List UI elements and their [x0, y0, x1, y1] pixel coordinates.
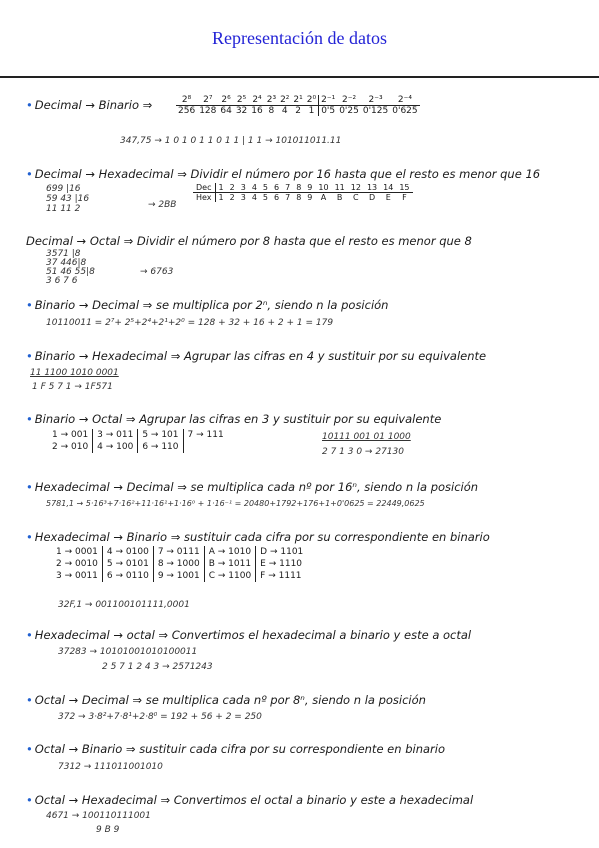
section-heading: Hexadecimal → octal ⇒ Convertimos el hexadecimal a binario y este a octal — [34, 628, 472, 642]
map-cell: 9 → 1001 — [153, 570, 204, 582]
power-cell: 2⁻¹ — [319, 95, 338, 106]
map-cell: 8 → 1000 — [153, 558, 204, 570]
map-cell: 2 → 0010 — [56, 559, 98, 569]
dec-cell: 2 — [229, 183, 235, 192]
bullet-icon: • — [26, 298, 33, 312]
grouped-bits: 4671 → 100110111001 — [46, 811, 151, 821]
weight-cell: 0'625 — [392, 106, 418, 116]
map-cell — [183, 441, 228, 453]
example-line: 32F,1 → 001100101111,0001 — [58, 600, 190, 610]
hex-cell: 4 — [251, 193, 257, 202]
division-work — [46, 184, 89, 214]
weight-cell: 64 — [220, 106, 232, 116]
bullet-icon: • — [26, 693, 33, 707]
division-line: 51 46 55|8 — [46, 267, 95, 277]
dec-cell: 12 — [350, 183, 361, 192]
section-heading: Decimal → Octal ⇒ Dividir el número por 8 hasta que el resto es menor que 8 — [26, 234, 472, 248]
division-result: → 2BB — [148, 200, 177, 210]
converted-digits: 2 7 1 3 0 → 27130 — [322, 447, 404, 457]
section-decimal-hexadecimal — [26, 167, 540, 181]
example-line: 5781,1 → 5·16³+7·16²+11·16¹+1·16⁰ + 1·16⁻¹ = 20480+1792+176+1+0'0625 = 22449,0625 — [46, 499, 425, 508]
weight-cell: 8 — [265, 106, 278, 117]
hex-label: Hex — [196, 193, 212, 202]
map-cell: 7 → 0111 — [153, 546, 204, 558]
section-heading: Binario → Hexadecimal ⇒ Agrupar las cifras en 4 y sustituir por su equivalente — [34, 349, 487, 363]
weight-cell: 32 — [235, 106, 248, 116]
map-cell: E → 1110 — [256, 558, 308, 570]
division-line: 3 6 7 6 — [46, 276, 78, 286]
section-heading: Binario → Decimal ⇒ se multiplica por 2ⁿ, siendo n la posición — [34, 298, 389, 312]
section-heading: Hexadecimal → Decimal ⇒ se multiplica cada nº por 16ⁿ, siendo n la posición — [34, 480, 479, 494]
bullet-icon: • — [26, 628, 33, 642]
power-cell: 2⁸ — [181, 95, 192, 105]
octal-map-table — [48, 429, 228, 453]
weight-cell: 2 — [291, 106, 304, 117]
dec-cell: 7 — [285, 183, 291, 192]
map-cell: 1 → 0001 — [56, 547, 98, 557]
map-cell: 2 → 010 — [52, 442, 89, 452]
map-row — [52, 546, 307, 558]
grouped-bits: 37283 → 10101001010100011 — [58, 647, 198, 657]
dec-row — [193, 183, 413, 193]
bullet-icon: • — [26, 167, 33, 181]
section-binario-decimal — [26, 298, 388, 312]
bullet-icon: • — [26, 349, 33, 363]
hex-cell: A — [320, 193, 327, 202]
section-heading: Octal → Hexadecimal ⇒ Convertimos el octal a binario y este a hexadecimal — [34, 793, 474, 807]
title-divider — [0, 76, 599, 78]
hex-cell: 1 — [215, 193, 227, 203]
hex-cell: 2 — [229, 193, 235, 202]
map-cell: 1 → 001 — [52, 430, 89, 440]
section-binario-hexadecimal — [26, 349, 486, 363]
power-cell: 2⁰ — [306, 95, 317, 105]
map-cell: 3 → 0011 — [56, 571, 98, 581]
division-line: 37 446|8 — [46, 258, 87, 268]
dec-cell: 3 — [240, 183, 246, 192]
bullet-icon: • — [26, 530, 33, 544]
hex-cell: 3 — [240, 193, 246, 202]
hex-cell: F — [402, 193, 407, 202]
division-work — [46, 250, 95, 286]
example-line: 372 → 3·8²+7·8¹+2·8⁰ = 192 + 56 + 2 = 250 — [58, 712, 262, 722]
hex-cell: 7 — [285, 193, 291, 202]
section-heading: Binario → Octal ⇒ Agrupar las cifras en 3 y sustituir por su equivalente — [34, 412, 442, 426]
section-octal-decimal — [26, 693, 426, 707]
dec-cell: 10 — [318, 183, 329, 192]
map-cell: A → 1010 — [204, 546, 255, 558]
division-line: 699 |16 — [46, 184, 81, 194]
converted-digits: 9 B 9 — [96, 825, 120, 835]
power-cell: 2⁻³ — [368, 95, 383, 105]
map-cell: 5 → 0101 — [102, 558, 153, 570]
bullet-icon: • — [26, 98, 33, 112]
dec-cell: 8 — [296, 183, 302, 192]
hex-cell: B — [336, 193, 343, 202]
hex-cell: D — [368, 193, 376, 202]
power-cell: 2⁻² — [341, 95, 357, 105]
example-line: 347,75 → 1 0 1 0 1 1 0 1 1 | 1 1 → 101011011.11 — [120, 136, 342, 146]
map-cell: 7 → 111 — [183, 429, 228, 441]
weight-cell: 1 — [305, 106, 319, 117]
section-octal-hexadecimal — [26, 793, 473, 807]
hex-cell: C — [353, 193, 359, 202]
example-line: 7312 → 111011001010 — [58, 762, 163, 772]
grouped-bits: 11 1100 1010 0001 — [30, 368, 119, 378]
power-cell: 2⁻⁴ — [397, 95, 412, 105]
power-cell: 2³ — [266, 95, 277, 105]
hex-cell: 9 — [307, 193, 313, 202]
section-heading: Octal → Decimal ⇒ se multiplica cada nº por 8ⁿ, siendo n la posición — [34, 693, 426, 707]
map-cell: D → 1101 — [256, 546, 308, 558]
weight-cell: 0'125 — [362, 106, 389, 116]
dec-cell: 5 — [262, 183, 268, 192]
map-cell: 3 → 011 — [93, 429, 138, 441]
weight-cell: 256 — [178, 106, 196, 116]
section-heading: Octal → Binario ⇒ sustituir cada cifra por su correspondiente en binario — [34, 742, 445, 756]
dec-cell: 15 — [399, 183, 410, 192]
map-cell: C → 1100 — [204, 570, 255, 582]
division-line: 11 11 2 — [46, 204, 81, 214]
hex-cell: 8 — [296, 193, 302, 202]
hex-binary-table — [52, 546, 307, 582]
section-decimal-binario — [26, 98, 152, 112]
map-cell: B → 1011 — [204, 558, 255, 570]
hex-cell: E — [385, 193, 391, 202]
dec-label: Dec — [196, 183, 212, 192]
power-cell: 2⁶ — [221, 95, 231, 105]
dec-hex-table — [193, 183, 413, 202]
division-line: 3571 |8 — [46, 249, 81, 259]
dec-cell: 14 — [383, 183, 394, 192]
dec-cell: 11 — [334, 183, 345, 192]
power-cell: 2⁵ — [236, 95, 247, 105]
section-binario-octal — [26, 412, 441, 426]
grouped-bits: 10111 001 01 1000 — [322, 432, 411, 442]
map-cell: 4 → 0100 — [102, 546, 153, 558]
division-result: → 6763 — [140, 267, 174, 277]
map-cell: 6 → 110 — [138, 441, 183, 453]
section-hexadecimal-octal — [26, 628, 471, 642]
dec-cell: 1 — [215, 183, 227, 193]
page-title: Representación de datos — [212, 28, 387, 48]
map-cell: F → 1111 — [256, 570, 308, 582]
section-decimal-octal — [26, 234, 472, 248]
bullet-icon: • — [26, 480, 33, 494]
dec-cell: 9 — [307, 183, 313, 192]
weight-cell: 0'5 — [319, 106, 338, 117]
map-cell: 6 → 0110 — [102, 570, 153, 582]
section-heading: Decimal → Binario ⇒ — [34, 98, 153, 112]
map-cell: 4 → 100 — [93, 441, 138, 453]
map-row — [48, 441, 228, 453]
section-hexadecimal-binario — [26, 530, 490, 544]
map-row — [52, 570, 307, 582]
division-line: 59 43 |16 — [46, 194, 90, 204]
converted-digits: 1 F 5 7 1 → 1F571 — [32, 382, 113, 392]
weight-cell: 128 — [199, 106, 217, 116]
bullet-icon: • — [26, 412, 33, 426]
map-cell: 5 → 101 — [138, 429, 183, 441]
bullet-icon: • — [26, 742, 33, 756]
weights-row — [176, 106, 420, 117]
map-row — [48, 429, 228, 441]
weight-cell: 16 — [251, 106, 263, 116]
power-cell: 2² — [280, 95, 290, 105]
power-cell: 2¹ — [293, 95, 303, 105]
example-line: 10110011 = 2⁷+ 2⁵+2⁴+2¹+2⁰ = 128 + 32 + 16 + 2 + 1 = 179 — [46, 318, 334, 328]
power-cell: 2⁴ — [252, 95, 262, 105]
section-hexadecimal-decimal — [26, 480, 478, 494]
hex-cell: 6 — [274, 193, 280, 202]
bullet-icon: • — [26, 793, 33, 807]
section-heading: Decimal → Hexadecimal ⇒ Dividir el número por 16 hasta que el resto es menor que 16 — [34, 167, 541, 181]
dec-cell: 6 — [274, 183, 280, 192]
section-octal-binario — [26, 742, 445, 756]
dec-cell: 13 — [366, 183, 378, 192]
weight-cell: 0'25 — [339, 106, 359, 116]
converted-digits: 2 5 7 1 2 4 3 → 2571243 — [102, 662, 213, 672]
powers-row — [176, 95, 420, 106]
power-cell: 2⁷ — [203, 95, 213, 105]
hex-row — [193, 193, 413, 203]
section-heading: Hexadecimal → Binario ⇒ sustituir cada cifra por su correspondiente en binario — [34, 530, 490, 544]
weight-cell: 4 — [278, 106, 291, 117]
map-row — [52, 558, 307, 570]
hex-cell: 5 — [262, 193, 268, 202]
powers-table — [176, 95, 420, 116]
dec-cell: 4 — [251, 183, 257, 192]
